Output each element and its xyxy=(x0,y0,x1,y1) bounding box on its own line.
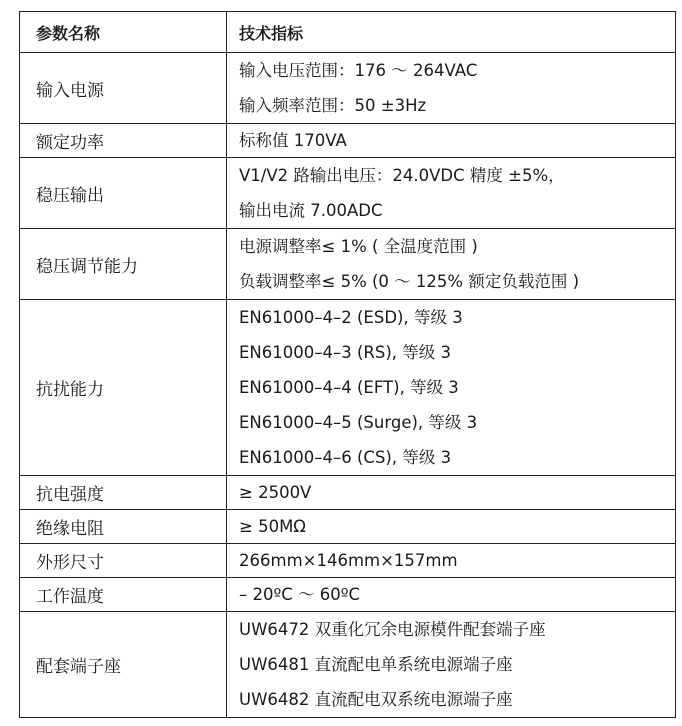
param-name: 输入电源 xyxy=(20,53,227,124)
spec-line: EN61000–4–3 (RS), 等级 3 xyxy=(239,343,452,362)
table-row xyxy=(20,544,676,578)
param-name: 额定功率 xyxy=(20,124,227,158)
param-name: 外形尺寸 xyxy=(20,544,227,578)
spec-line: 标称值 170VA xyxy=(239,131,347,150)
spec-line: – 20ºC ～ 60ºC xyxy=(239,585,361,604)
spec-line: UW6472 双重化冗余电源模件配套端子座 xyxy=(239,620,546,639)
spec-line: UW6481 直流配电单系统电源端子座 xyxy=(239,655,513,674)
header-param: 参数名称 xyxy=(20,12,227,53)
spec-table xyxy=(19,11,676,718)
spec-line: EN61000–4–2 (ESD), 等级 3 xyxy=(239,308,463,327)
param-name: 抗电强度 xyxy=(20,476,227,510)
spec-line: EN61000–4–4 (EFT), 等级 3 xyxy=(239,378,459,397)
table-row xyxy=(20,510,676,544)
header-row xyxy=(20,12,676,53)
spec-line: UW6482 直流配电双系统电源端子座 xyxy=(239,690,513,709)
table-row xyxy=(20,578,676,612)
param-values xyxy=(227,53,676,124)
table-row xyxy=(20,300,676,476)
param-name: 绝缘电阻 xyxy=(20,510,227,544)
table-row xyxy=(20,476,676,510)
param-values xyxy=(227,544,676,578)
param-name: 稳压调节能力 xyxy=(20,229,227,300)
param-name: 配套端子座 xyxy=(20,612,227,718)
table-row xyxy=(20,158,676,229)
spec-line: 输入频率范围：50 ±3Hz xyxy=(239,96,427,115)
param-name: 工作温度 xyxy=(20,578,227,612)
param-values xyxy=(227,229,676,300)
spec-line: 输出电流 7.00ADC xyxy=(239,201,383,220)
param-name: 抗扰能力 xyxy=(20,300,227,476)
spec-line: 负载调整率≤ 5% (0 ～ 125% 额定负载范围 ) xyxy=(239,272,580,291)
param-values xyxy=(227,578,676,612)
param-values xyxy=(227,476,676,510)
table-row xyxy=(20,124,676,158)
table-row xyxy=(20,229,676,300)
spec-line: ≥ 50MΩ xyxy=(239,517,306,536)
spec-line: V1/V2 路输出电压：24.0VDC 精度 ±5%， xyxy=(239,166,565,185)
spec-line: EN61000–4–5 (Surge), 等级 3 xyxy=(239,413,478,432)
param-name: 稳压输出 xyxy=(20,158,227,229)
table-row xyxy=(20,53,676,124)
param-values xyxy=(227,300,676,476)
param-values xyxy=(227,158,676,229)
param-values xyxy=(227,510,676,544)
param-values xyxy=(227,124,676,158)
spec-line: 电源调整率≤ 1% ( 全温度范围 ) xyxy=(239,237,478,256)
param-values xyxy=(227,612,676,718)
header-spec: 技术指标 xyxy=(227,12,676,53)
spec-line: 输入电压范围：176 ～ 264VAC xyxy=(239,61,478,80)
table-row xyxy=(20,612,676,718)
spec-line: 266mm×146mm×157mm xyxy=(239,551,458,570)
spec-line: ≥ 2500V xyxy=(239,483,312,502)
spec-line: EN61000–4–6 (CS), 等级 3 xyxy=(239,448,452,467)
